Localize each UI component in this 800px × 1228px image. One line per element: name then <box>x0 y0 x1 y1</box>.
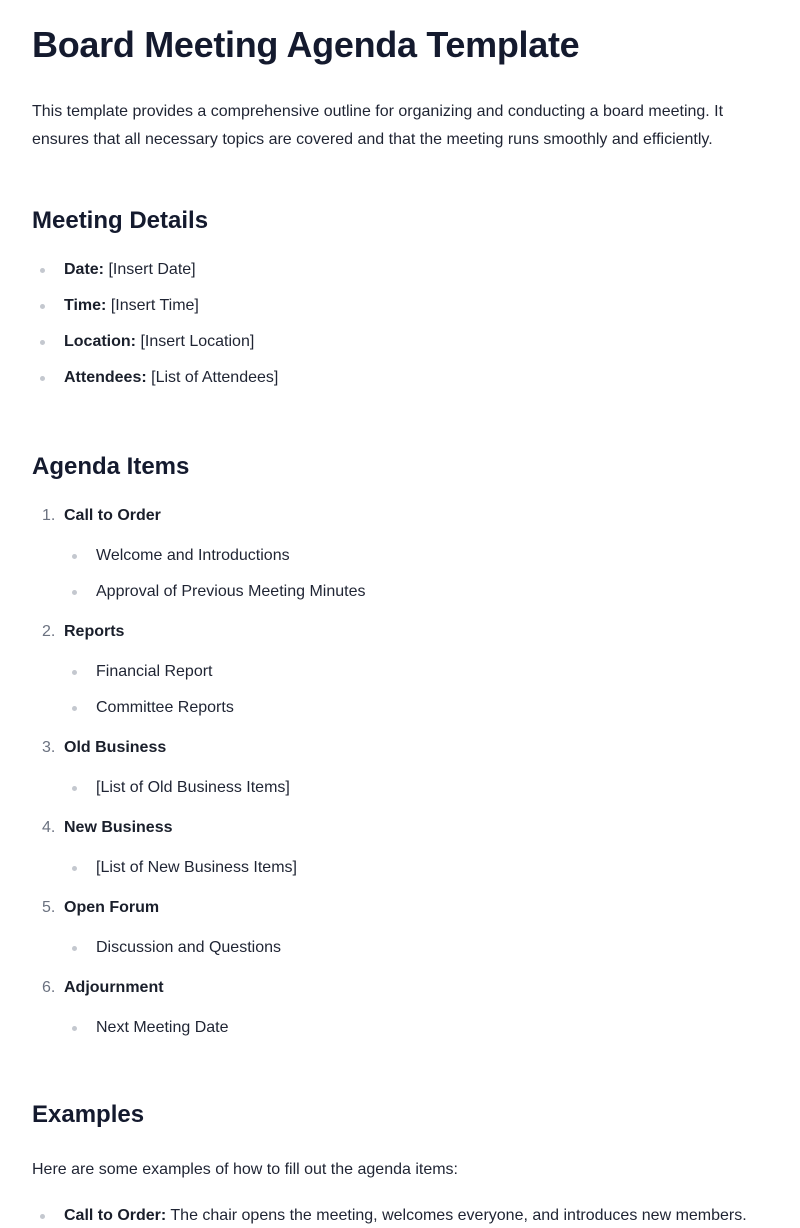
agenda-number: 1. <box>42 507 56 524</box>
agenda-item <box>32 620 768 720</box>
bullet-icon <box>40 1214 45 1219</box>
agenda-item <box>32 736 768 800</box>
agenda-item <box>32 976 768 1040</box>
agenda-subitem <box>64 696 768 720</box>
detail-item-attendees <box>32 366 768 390</box>
detail-label: Time: <box>64 297 107 314</box>
agenda-subitem <box>64 856 768 880</box>
examples-intro: Here are some examples of how to fill out the agenda items: <box>32 1161 458 1178</box>
examples-list <box>32 1204 768 1228</box>
examples-heading: Examples <box>32 1101 145 1128</box>
agenda-subitem-text: [List of New Business Items] <box>96 859 297 876</box>
agenda-subitem-text: [List of Old Business Items] <box>96 779 290 796</box>
detail-item-time <box>32 294 768 318</box>
agenda-title: Old Business <box>64 739 167 756</box>
agenda-subitem <box>64 544 768 568</box>
meeting-details-heading: Meeting Details <box>32 207 209 234</box>
agenda-item <box>32 816 768 880</box>
agenda-sublist <box>64 660 768 720</box>
bullet-icon <box>72 866 77 871</box>
agenda-sublist <box>64 776 768 800</box>
intro-paragraph: This template provides a comprehensive outline for organizing and conducting a board meeting. It ensures that all necessary topics are covered and that the meeting runs smoothly and efficiently. <box>32 103 724 148</box>
bullet-icon <box>72 946 77 951</box>
agenda-title: Reports <box>64 623 125 640</box>
agenda-title: Open Forum <box>64 899 160 916</box>
bullet-icon <box>72 786 77 791</box>
agenda-subitem <box>64 936 768 960</box>
bullet-icon <box>72 554 77 559</box>
detail-label: Date: <box>64 261 105 278</box>
example-text: The chair opens the meeting, welcomes everyone, and introduces new members. <box>170 1207 747 1224</box>
agenda-title: Call to Order <box>64 507 161 524</box>
agenda-sublist <box>64 544 768 604</box>
bullet-icon <box>40 340 45 345</box>
agenda-subitem <box>64 776 768 800</box>
example-item <box>32 1204 768 1228</box>
agenda-sublist <box>64 856 768 880</box>
agenda-number: 6. <box>42 979 56 996</box>
bullet-icon <box>40 268 45 273</box>
agenda-number: 4. <box>42 819 56 836</box>
detail-value: [Insert Time] <box>110 297 199 314</box>
agenda-item <box>32 504 768 604</box>
bullet-icon <box>40 376 45 381</box>
agenda-subitem <box>64 660 768 684</box>
bullet-icon <box>72 590 77 595</box>
agenda-subitem <box>64 580 768 604</box>
detail-label: Location: <box>64 333 136 350</box>
agenda-sublist <box>64 936 768 960</box>
agenda-subitem-text: Welcome and Introductions <box>96 547 290 564</box>
bullet-icon <box>72 706 77 711</box>
bullet-icon <box>72 1026 77 1031</box>
detail-value: [List of Attendees] <box>151 369 279 386</box>
bullet-icon <box>40 304 45 309</box>
agenda-number: 3. <box>42 739 56 756</box>
example-label: Call to Order: <box>64 1207 167 1224</box>
agenda-heading: Agenda Items <box>32 453 190 480</box>
detail-value: [Insert Date] <box>108 261 196 278</box>
agenda-subitem-text: Discussion and Questions <box>96 939 281 956</box>
agenda-title: New Business <box>64 819 173 836</box>
agenda-number: 5. <box>42 899 56 916</box>
agenda-subitem-text: Financial Report <box>96 663 213 680</box>
agenda-subitem-text: Approval of Previous Meeting Minutes <box>96 583 366 600</box>
detail-value: [Insert Location] <box>140 333 255 350</box>
meeting-details-list <box>32 258 768 390</box>
detail-item-date <box>32 258 768 282</box>
agenda-subitem-text: Committee Reports <box>96 699 234 716</box>
agenda-item <box>32 896 768 960</box>
agenda-sublist <box>64 1016 768 1040</box>
bullet-icon <box>72 670 77 675</box>
page-title: Board Meeting Agenda Template <box>32 24 580 65</box>
agenda-title: Adjournment <box>64 979 164 996</box>
detail-label: Attendees: <box>64 369 147 386</box>
agenda-number: 2. <box>42 623 56 640</box>
agenda-list <box>32 504 768 1040</box>
agenda-subitem-text: Next Meeting Date <box>96 1019 229 1036</box>
detail-item-location <box>32 330 768 354</box>
agenda-subitem <box>64 1016 768 1040</box>
